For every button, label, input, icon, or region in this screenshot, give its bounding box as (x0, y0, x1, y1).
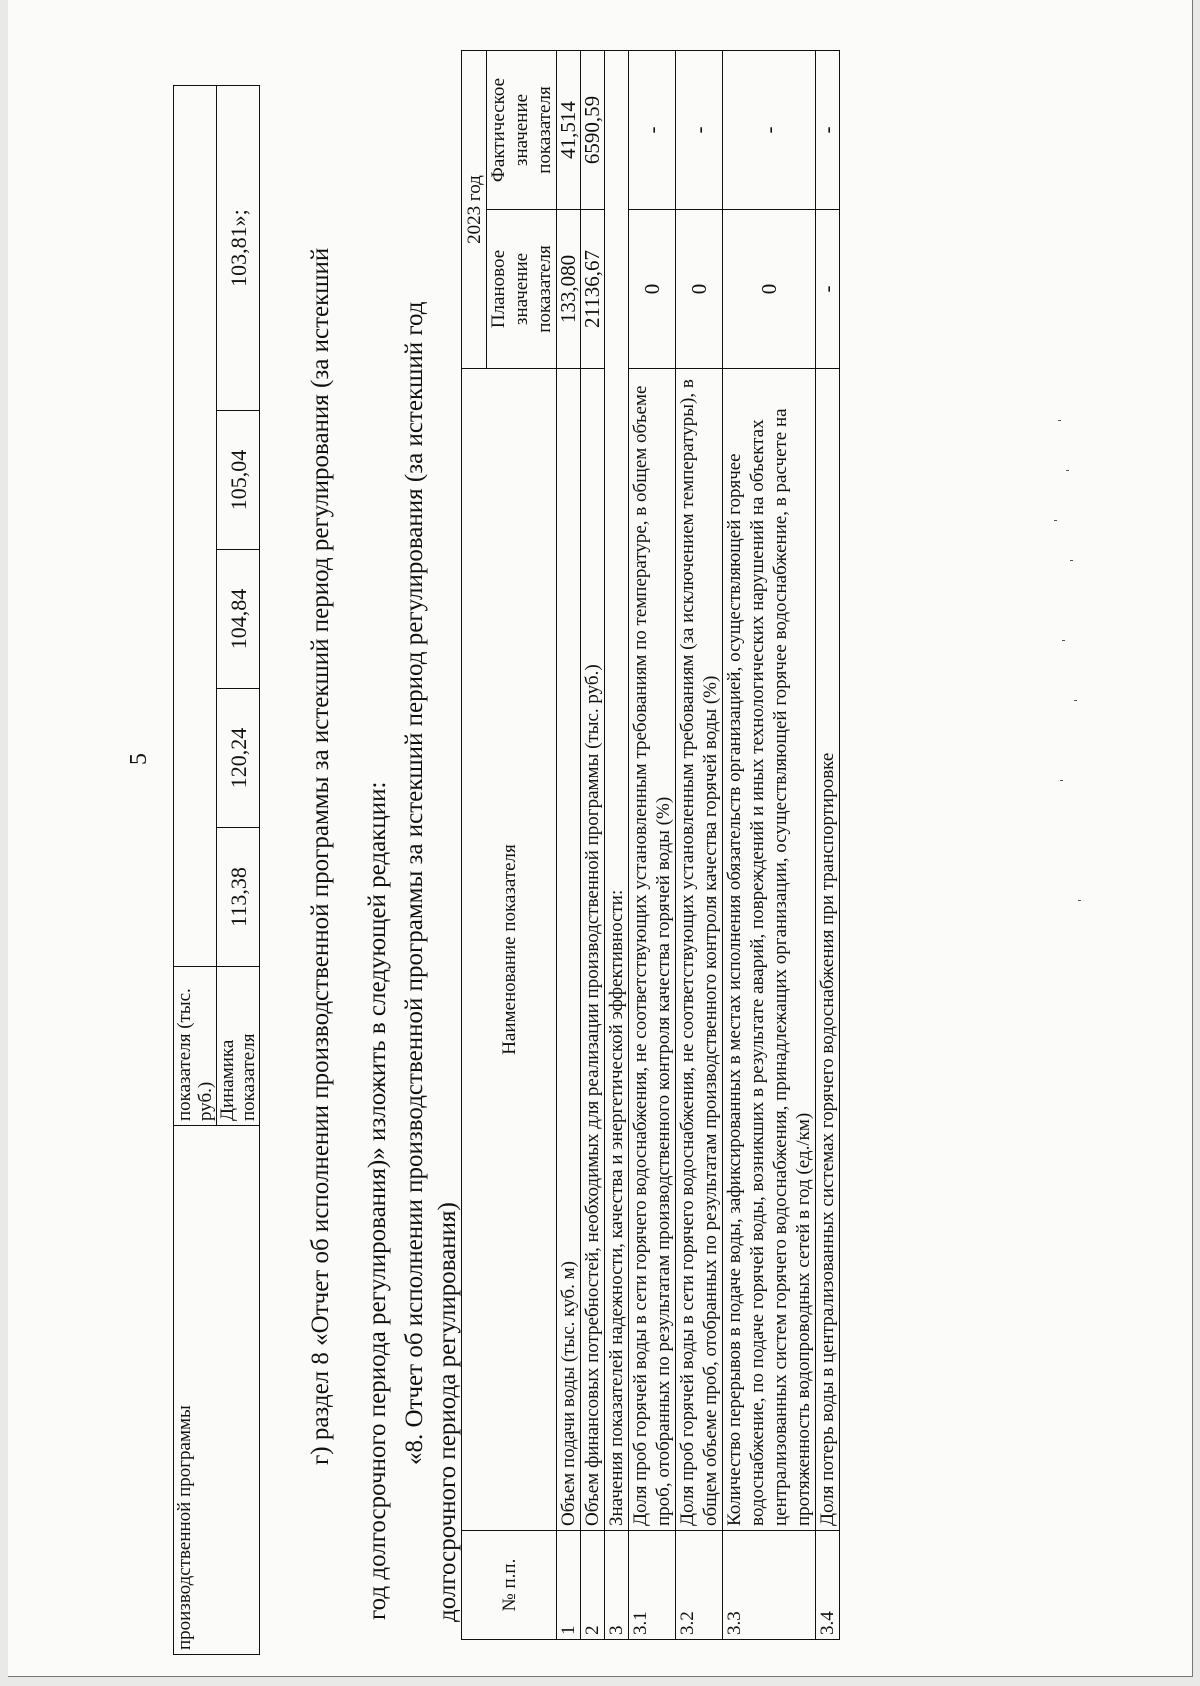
table-row (581, 51, 605, 1640)
scan-speck (1074, 700, 1077, 701)
table-row (605, 51, 629, 1640)
header-number: № п.п. (462, 1531, 557, 1640)
dynamics-value: 103,81»; (217, 86, 260, 411)
scan-speck (1070, 560, 1073, 561)
section-8-title-line2: долгосрочного периода регулирования) (434, 1202, 461, 1622)
row-planned: 133,080 (557, 210, 581, 369)
row-name: Объем подачи воды (тыс. куб. м) (557, 369, 581, 1531)
row-actual: - (629, 51, 676, 210)
row-planned: 0 (629, 210, 676, 369)
row-number: 3.1 (629, 1531, 676, 1640)
table-row (676, 51, 723, 1640)
scan-speck (1054, 520, 1057, 521)
table-row (174, 86, 217, 1655)
program-label-cell: производственной программы (174, 1126, 260, 1655)
row-name: Доля потерь воды в централизованных системах горячего водоснабжения при транспортировке (816, 369, 840, 1531)
row-planned: 0 (723, 210, 816, 369)
paragraph-g-line2: год долгосрочного периода регулирования)» изложить в следующей редакции: (364, 781, 391, 1620)
dynamics-value: 105,04 (217, 411, 260, 550)
table-row (629, 51, 676, 1640)
row-name: Доля проб горячей воды в сети горячего водоснабжения, не соответствующих установленным требованиям по температуре, в общем объеме проб, отобранных по результатам производственного контроля качества горячей воды (%) (629, 369, 676, 1531)
scan-speck (1058, 420, 1061, 421)
row-actual: 6590,59 (581, 51, 605, 210)
row-actual: - (723, 51, 816, 210)
row-planned: 21136,67 (581, 210, 605, 369)
row-number: 3.4 (816, 1531, 840, 1640)
row-number: 1 (557, 1531, 581, 1640)
dynamics-value: 113,38 (217, 828, 260, 967)
row-planned: - (816, 210, 840, 369)
header-actual: Фактическое значение показателя (487, 51, 557, 210)
dynamics-value: 104,84 (217, 550, 260, 689)
dynamics-label-cell: Динамика показателя (217, 967, 260, 1126)
row-name: Количество перерывов в подаче воды, зафиксированных в местах исполнения обязательств организацией, осуществляющей горячее водоснабжение, по подаче горячей воды, возникших в результате аварий, повреждений и иных технологических нарушений на объектах централизованных систем горячего водоснабжения, принадлежащих организации, осуществляющей горячее водоснабжение, в расчете на протяженность водопроводных сетей в год (ед./км) (723, 369, 816, 1531)
header-name: Наименование показателя (462, 369, 557, 1531)
empty-cell (174, 86, 217, 967)
report-table (461, 50, 840, 1640)
dynamics-table (173, 85, 260, 1655)
row-actual: - (676, 51, 723, 210)
table-row (557, 51, 581, 1640)
row-actual: 41,514 (557, 51, 581, 210)
header-planned: Плановое значение показателя (487, 210, 557, 369)
row-actual: - (816, 51, 840, 210)
scan-speck (1078, 900, 1081, 901)
page-number: 5 (126, 753, 152, 765)
unit-cell: показателя (тыс. руб.) (174, 967, 217, 1126)
row-number: 3.2 (676, 1531, 723, 1640)
table-header-row (462, 51, 487, 1640)
row-number: 3.3 (723, 1531, 816, 1640)
scanned-page (8, 0, 1193, 1677)
scan-speck (1062, 640, 1065, 641)
row-planned: 0 (676, 210, 723, 369)
row-name: Объем финансовых потребностей, необходимых для реализации производственной программы (тыс. руб.) (581, 369, 605, 1531)
scan-speck (1060, 780, 1063, 781)
rotated-page-content (8, 50, 1200, 1670)
scan-speck (1066, 470, 1069, 471)
table-row (816, 51, 840, 1640)
table-row (723, 51, 816, 1640)
row-number: 3 (605, 1531, 629, 1640)
header-year: 2023 год (462, 51, 487, 369)
dynamics-value: 120,24 (217, 689, 260, 828)
paragraph-g-line1: г) раздел 8 «Отчет об исполнении производственной программы за истекший период регулирования (за истекший (307, 247, 334, 1465)
row-section-title: Значения показателей надежности, качества и энергетической эффективности: (605, 51, 629, 1531)
row-number: 2 (581, 1531, 605, 1640)
row-name: Доля проб горячей воды в сети горячего водоснабжения, не соответствующих установленным требованиям (за исключением температуры), в общем объеме проб, отобранных по результатам производственного контроля качества горячей воды (%) (676, 369, 723, 1531)
section-8-title-line1: «8. Отчет об исполнении производственной программы за истекший период регулирования (за истекший год (401, 301, 428, 1465)
